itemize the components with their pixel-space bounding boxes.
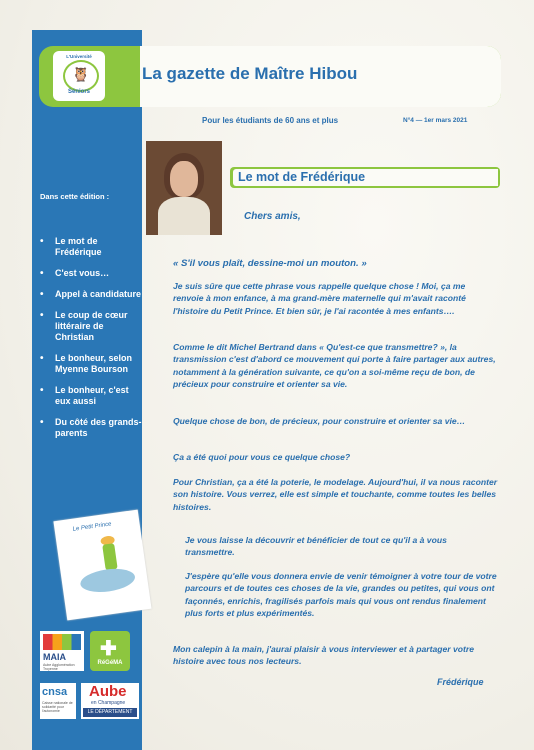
greeting: Chers amis, <box>244 211 301 222</box>
toc-item[interactable]: • Appel à candidature <box>38 289 142 300</box>
paragraph-4: Ça a été quoi pour vous ce quelque chose? <box>173 452 351 462</box>
maia-sub: Aube Agglomération Troyenne <box>43 663 75 671</box>
paragraph-2: Comme le dit Michel Bertrand dans « Qu'est-ce que transmettre? », la transmission c'est d'abord ce mouvement qui porte à faire partager aux autres, notamment à la génération suivante, ce qu'on a soi-même reçu de bon, de précieux pour construire et orienter sa vie. <box>173 342 496 389</box>
petit-prince-illustration <box>53 510 151 621</box>
toc-item[interactable]: • Du côté des grands-parents <box>38 417 142 439</box>
maia-mark-icon <box>43 634 81 650</box>
cnsa-sub: Caisse nationale de solidarité pour l'autonomie <box>42 701 73 713</box>
cnsa-logo <box>40 683 76 719</box>
maia-label: MAIA <box>43 652 66 662</box>
aube-label: Aube <box>89 683 127 700</box>
gazette-title: La gazette de Maître Hibou <box>142 64 358 83</box>
toc-item[interactable]: • Le bonheur, selon Myenne Bourson <box>38 353 142 375</box>
owl-icon: 🦉 <box>72 66 90 82</box>
paragraph-3: Quelque chose de bon, de précieux, pour construire et orienter sa vie… <box>173 416 466 426</box>
cnsa-label: cnsa <box>42 686 68 698</box>
logo-top-text: L'Université <box>66 54 92 59</box>
signature: Frédérique <box>437 677 484 687</box>
logo-bottom-text: Séniors <box>67 89 90 95</box>
section-title: Le mot de Frédérique <box>238 170 366 184</box>
toc-item[interactable]: • Le mot de Frédérique <box>38 236 142 258</box>
paragraph-5: Pour Christian, ça a été la poterie, le modelage. Aujourd'hui, il va nous raconter son histoire. Vous verrez, elle est simple et touchante, comme toutes les belles histoires. <box>173 477 498 512</box>
author-photo <box>146 141 222 235</box>
regema-logo <box>90 631 130 671</box>
toc-item[interactable]: • C'est vous… <box>38 268 142 279</box>
photo-face <box>170 161 198 197</box>
aube-dept: LE DÉPARTEMENT <box>83 708 137 717</box>
puzzle-cross-icon: ✚ <box>100 638 117 660</box>
issue-number: N°4 — 1er mars 2021 <box>403 117 468 124</box>
sidebar-heading: Dans cette édition : <box>40 192 110 201</box>
paragraph-8: Mon calepin à la main, j'aurai plaisir à vous interviewer et à partager votre histoire avec tous nos lecteurs. <box>173 644 475 667</box>
planet-shape <box>79 566 137 595</box>
photo-scarf <box>158 197 210 235</box>
table-of-contents <box>38 236 142 449</box>
illustration-title: Le Petit Prince <box>72 521 112 533</box>
audience-subtitle: Pour les étudiants de 60 ans et plus <box>202 116 339 125</box>
aube-sub: en Champagne <box>91 700 126 706</box>
quote: « S'il vous plaît, dessine-moi un mouton. » <box>173 258 367 269</box>
paragraph-1: Je suis sûre que cette phrase vous rappelle quelque chose ! Moi, ça me renvoie à mon enfance, à ma grand-mère maternelle qui m'avait raconté l'histoire du Petit Prince. Et bien sûr, je l'ai racontée à mes enfants…. <box>173 281 466 316</box>
maia-logo <box>40 631 84 671</box>
paragraph-6: Je vous laisse la découvrir et bénéficier de tout ce qu'il a à vous transmettre. <box>185 535 447 558</box>
toc-item[interactable]: • Le bonheur, c'est eux aussi <box>38 385 142 407</box>
aube-logo <box>81 683 139 719</box>
toc-item[interactable]: • Le coup de cœur littéraire de Christian <box>38 310 142 343</box>
prince-figure <box>102 543 118 570</box>
university-logo <box>53 51 105 101</box>
paragraph-7: J'espère qu'elle vous donnera envie de venir témoigner à votre tour de votre parcours et de toutes ces choses de la vie, grandes ou petites, qui vous ont façonnés, enrichis, fragilisés parfois mais qui vous ont rendus finalement plus forts et plus expérimentés. <box>185 571 497 618</box>
regema-label: RéGéMA <box>97 660 123 666</box>
